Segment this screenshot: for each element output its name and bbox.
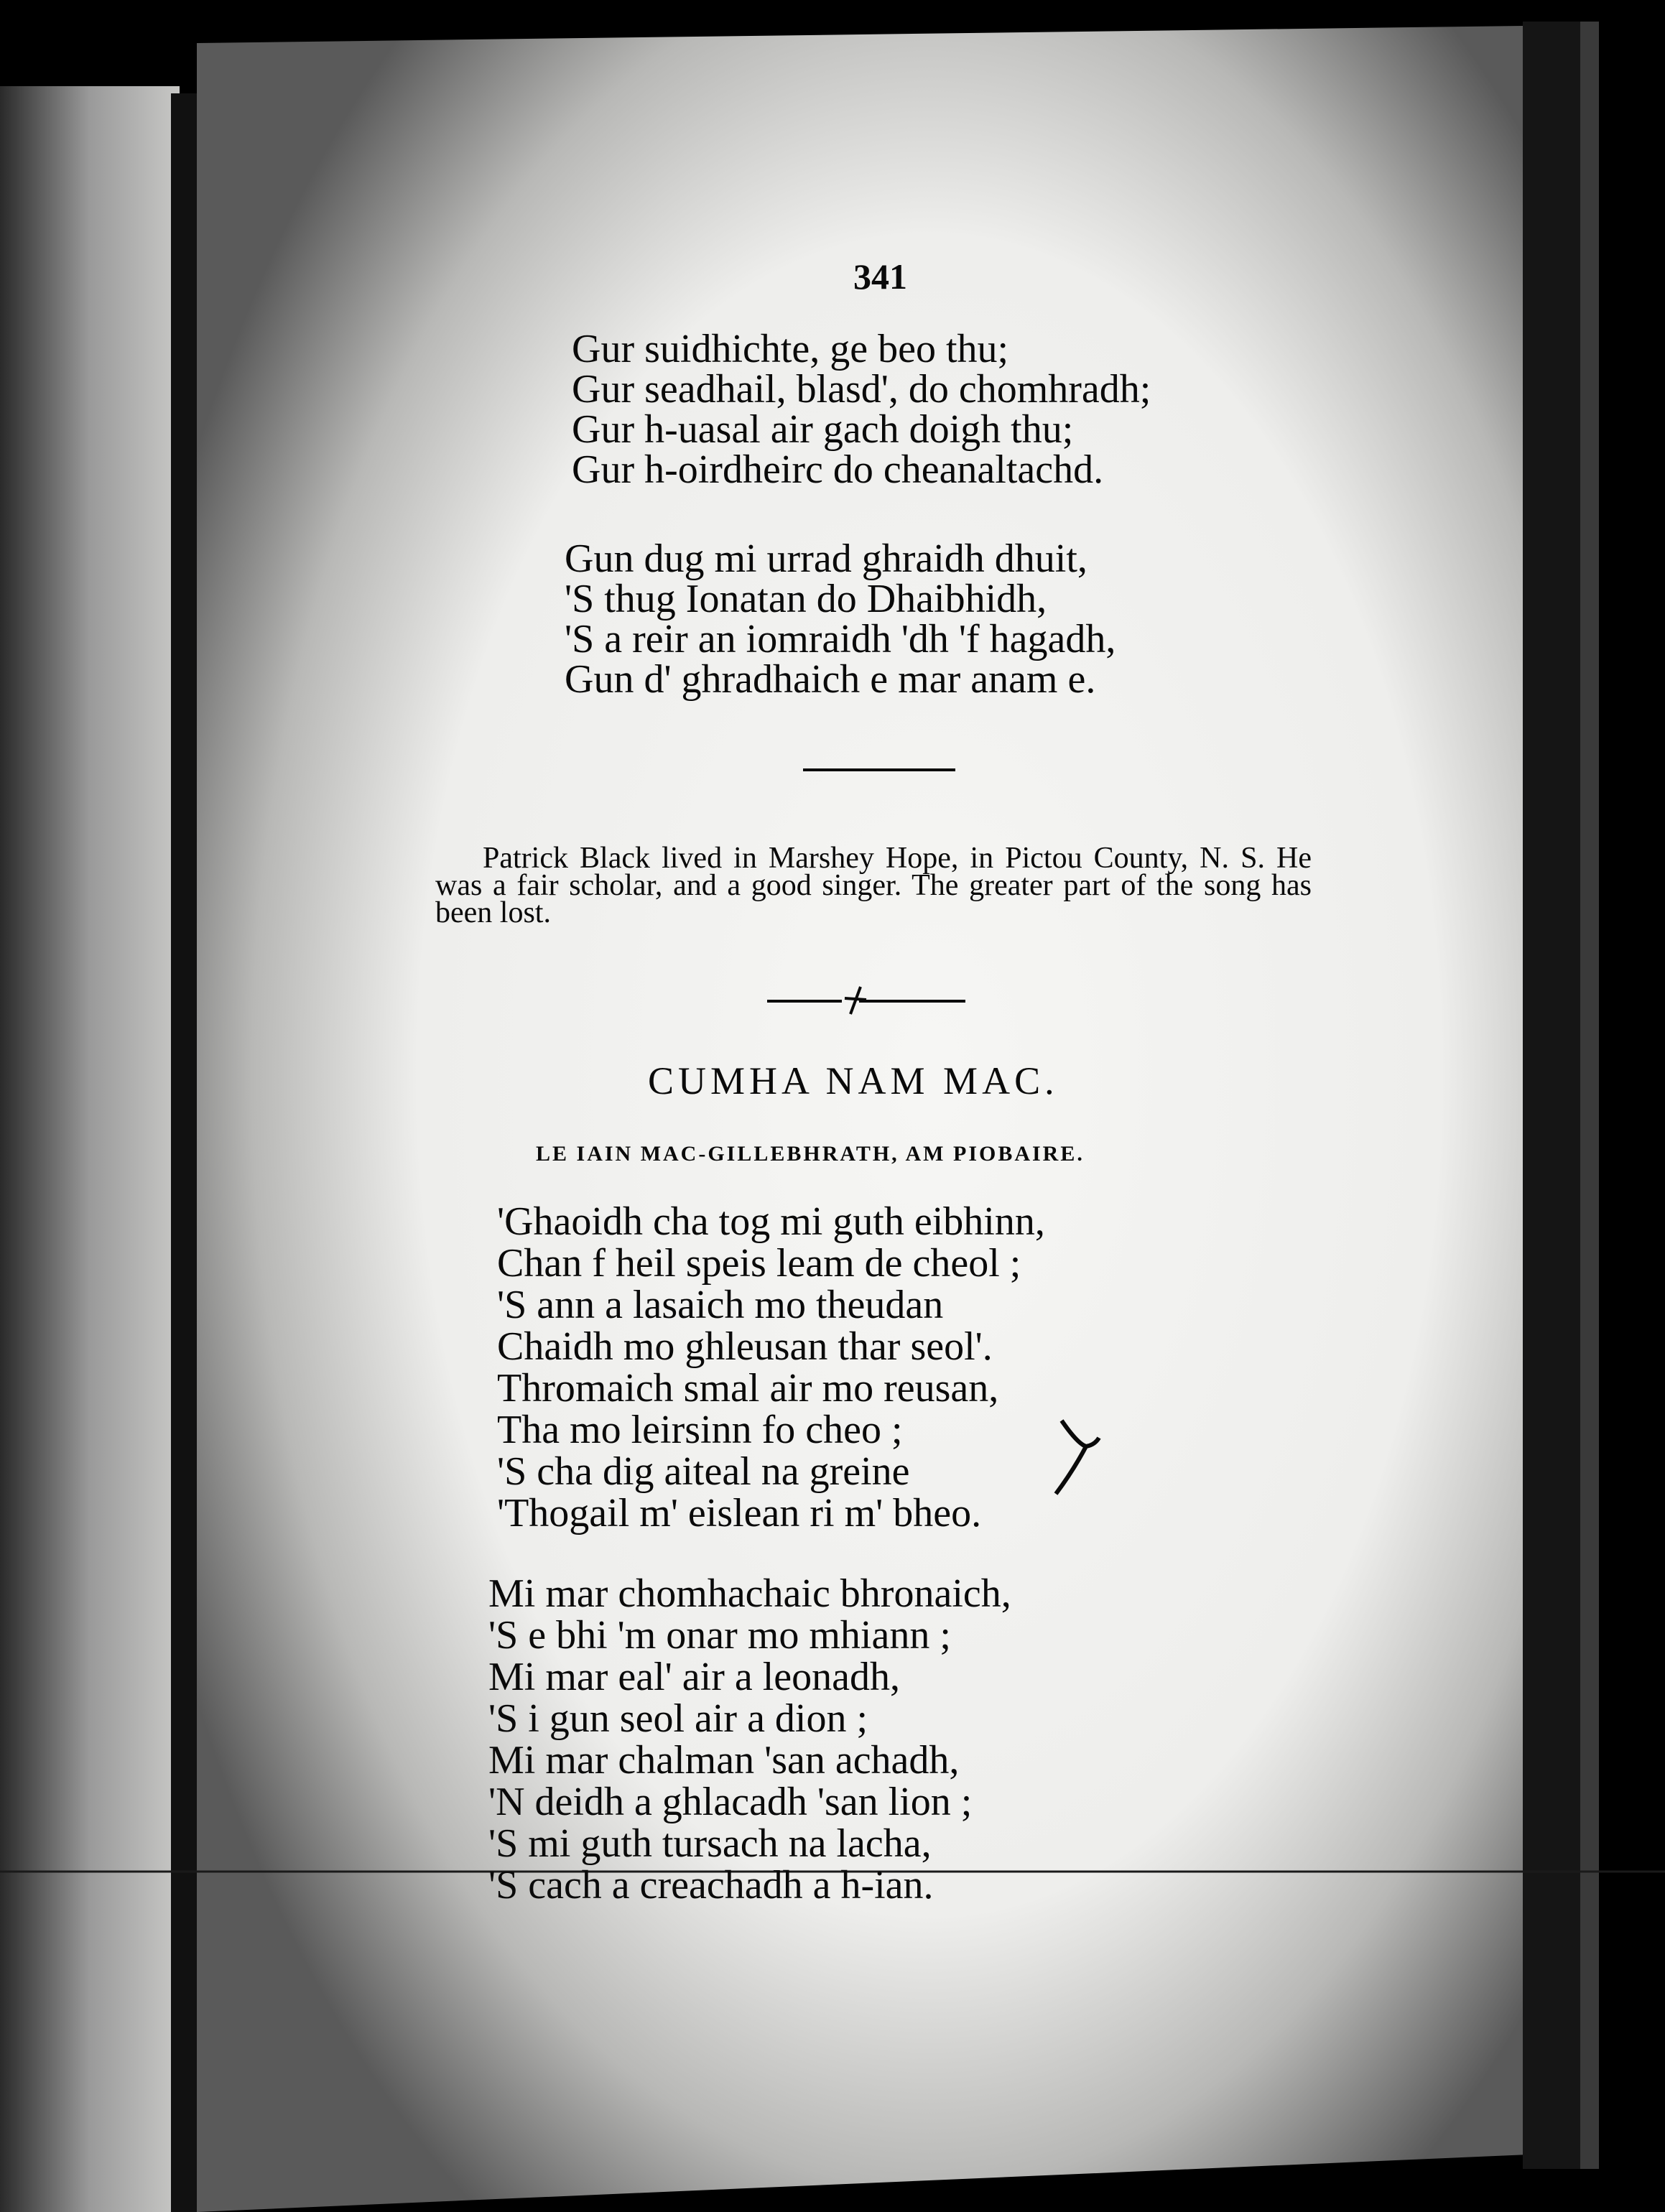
verse-line: 'S i gun seol air a dion ; — [488, 1696, 868, 1741]
page-number: 341 — [853, 256, 907, 297]
song-stanza — [497, 1201, 1045, 1534]
song-byline: LE IAIN MAC-GILLEBHRATH, AM PIOBAIRE. — [536, 1142, 1085, 1166]
verse-line: Thromaich smal air mo reusan, — [497, 1366, 999, 1411]
verse-line: Gur h-uasal air gach doigh thu; — [572, 407, 1074, 452]
song-title: CUMHA NAM MAC. — [648, 1059, 1059, 1102]
verse-line: Gur seadhail, blasd', do chomhradh; — [572, 367, 1151, 412]
verse-line: Gur suidhichte, ge beo thu; — [572, 327, 1009, 371]
verse-line: 'S ann a lasaich mo theudan — [497, 1283, 944, 1327]
verse-line: Chaidh mo ghleusan thar seol'. — [497, 1324, 993, 1369]
verse-line: Mi mar chomhachaic bhronaich, — [488, 1571, 1011, 1616]
verse-line: 'S a reir an iomraidh 'dh 'f hagadh, — [565, 617, 1116, 661]
verse-line: 'S mi guth tursach na lacha, — [488, 1821, 932, 1866]
poem-stanza — [565, 536, 1116, 702]
verse-line: 'Thogail m' eislean ri m' bheo. — [497, 1491, 982, 1535]
verse-line: Tha mo leirsinn fo cheo ; — [497, 1408, 903, 1452]
verse-line: Gur h-oirdheirc do cheanaltachd. — [572, 447, 1104, 492]
verse-line: Mi mar chalman 'san achadh, — [488, 1738, 960, 1783]
binding-gutter — [171, 93, 197, 2212]
verse-line: 'S cha dig aiteal na greine — [497, 1449, 910, 1494]
poem-stanza — [572, 329, 1151, 490]
verse-line: Chan f heil speis leam de cheol ; — [497, 1241, 1021, 1286]
verse-line: Mi mar eal' air a leonadh, — [488, 1655, 900, 1699]
verse-line: 'S cach a creachadh a h-ian. — [488, 1863, 934, 1907]
left-page-edge — [0, 86, 180, 2212]
verse-line: Gun d' ghradhaich e mar anam e. — [565, 657, 1096, 702]
right-border — [1523, 22, 1580, 2169]
verse-line: 'Ghaoidh cha tog mi guth eibhinn, — [497, 1199, 1045, 1244]
verse-line: Gun dug mi urrad ghraidh dhuit, — [565, 536, 1087, 581]
verse-line: 'S thug Ionatan do Dhaibhidh, — [565, 577, 1047, 621]
verse-line: 'N deidh a ghlacadh 'san lion ; — [488, 1780, 973, 1824]
song-stanza — [488, 1573, 1011, 1906]
editorial-note: Patrick Black lived in Marshey Hope, in Pictou County, N. S. He was a fair scholar, and a good singer. The greater part of the song has been lost. — [435, 842, 1312, 929]
verse-line: 'S e bhi 'm onar mo mhiann ; — [488, 1613, 951, 1658]
